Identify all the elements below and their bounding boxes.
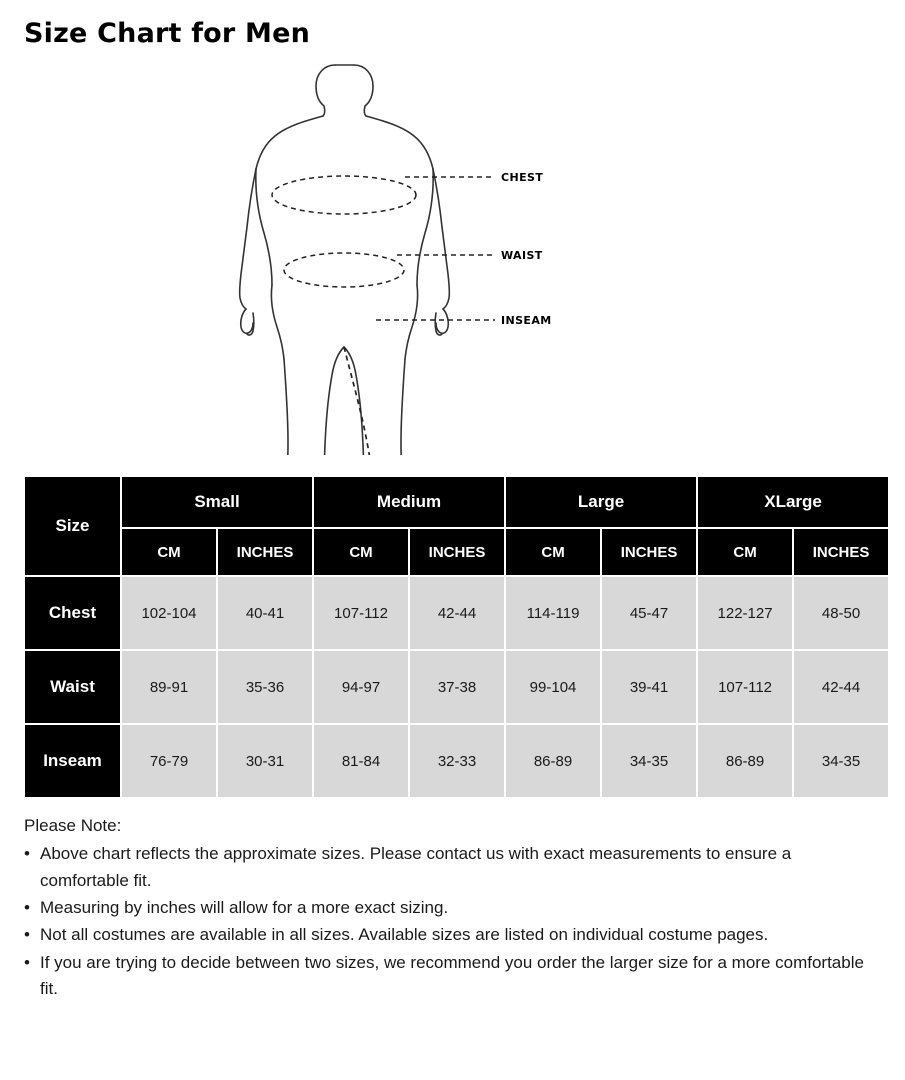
row-label-inseam: Inseam — [24, 724, 121, 798]
cell-inseam-medium-inches: 32-33 — [409, 724, 505, 798]
table-header-row-units — [24, 528, 889, 576]
waist-label: WAIST — [500, 249, 543, 262]
table-row — [24, 724, 889, 798]
cell-inseam-small-cm: 76-79 — [121, 724, 217, 798]
table-row — [24, 650, 889, 724]
unit-header-small-inches: INCHES — [217, 528, 313, 576]
cell-inseam-medium-cm: 81-84 — [313, 724, 409, 798]
page-title: Size Chart for Men — [24, 18, 311, 49]
unit-header-xlarge-cm: CM — [697, 528, 793, 576]
cell-chest-xlarge-cm: 122-127 — [697, 576, 793, 650]
cell-inseam-large-inches: 34-35 — [601, 724, 697, 798]
notes-heading: Please Note: — [24, 816, 122, 835]
cell-waist-medium-inches: 37-38 — [409, 650, 505, 724]
cell-waist-large-inches: 39-41 — [601, 650, 697, 724]
cell-chest-large-cm: 114-119 — [505, 576, 601, 650]
waist-measure-ellipse — [284, 253, 404, 287]
cell-inseam-xlarge-cm: 86-89 — [697, 724, 793, 798]
cell-inseam-small-inches: 30-31 — [217, 724, 313, 798]
body-measurement-diagram — [22, 55, 883, 465]
table-row — [24, 576, 889, 650]
cell-waist-small-inches: 35-36 — [217, 650, 313, 724]
list-item: • Above chart reflects the approximate sizes. Please contact us with exact measurements to ensure a comfortable fit. — [24, 841, 883, 894]
column-group-xlarge: XLarge — [697, 476, 889, 528]
cell-waist-medium-cm: 94-97 — [313, 650, 409, 724]
table-corner-size-label: Size — [24, 476, 121, 576]
cell-inseam-xlarge-inches: 34-35 — [793, 724, 889, 798]
chest-label: CHEST — [500, 171, 543, 184]
cell-chest-large-inches: 45-47 — [601, 576, 697, 650]
notes-list — [24, 841, 883, 1002]
cell-chest-medium-cm: 107-112 — [313, 576, 409, 650]
list-item: • Not all costumes are available in all sizes. Available sizes are listed on individual costume pages. — [24, 922, 883, 948]
unit-header-medium-inches: INCHES — [409, 528, 505, 576]
cell-waist-xlarge-cm: 107-112 — [697, 650, 793, 724]
chest-measure-ellipse — [272, 176, 416, 214]
column-group-large: Large — [505, 476, 697, 528]
size-chart-table — [23, 475, 890, 799]
column-group-medium: Medium — [313, 476, 505, 528]
cell-inseam-large-cm: 86-89 — [505, 724, 601, 798]
table-header-row-sizes — [24, 476, 889, 528]
cell-chest-small-cm: 102-104 — [121, 576, 217, 650]
row-label-waist: Waist — [24, 650, 121, 724]
unit-header-medium-cm: CM — [313, 528, 409, 576]
cell-chest-small-inches: 40-41 — [217, 576, 313, 650]
unit-header-large-cm: CM — [505, 528, 601, 576]
cell-waist-small-cm: 89-91 — [121, 650, 217, 724]
unit-header-small-cm: CM — [121, 528, 217, 576]
cell-waist-xlarge-inches: 42-44 — [793, 650, 889, 724]
row-label-chest: Chest — [24, 576, 121, 650]
cell-chest-xlarge-inches: 48-50 — [793, 576, 889, 650]
male-figure-illustration — [143, 55, 763, 455]
notes-section — [24, 813, 883, 1002]
unit-header-large-inches: INCHES — [601, 528, 697, 576]
cell-waist-large-cm: 99-104 — [505, 650, 601, 724]
list-item: • If you are trying to decide between two sizes, we recommend you order the larger size for a more comfortable fit. — [24, 950, 883, 1003]
list-item: • Measuring by inches will allow for a more exact sizing. — [24, 895, 883, 921]
cell-chest-medium-inches: 42-44 — [409, 576, 505, 650]
column-group-small: Small — [121, 476, 313, 528]
unit-header-xlarge-inches: INCHES — [793, 528, 889, 576]
inseam-label: INSEAM — [500, 314, 552, 327]
